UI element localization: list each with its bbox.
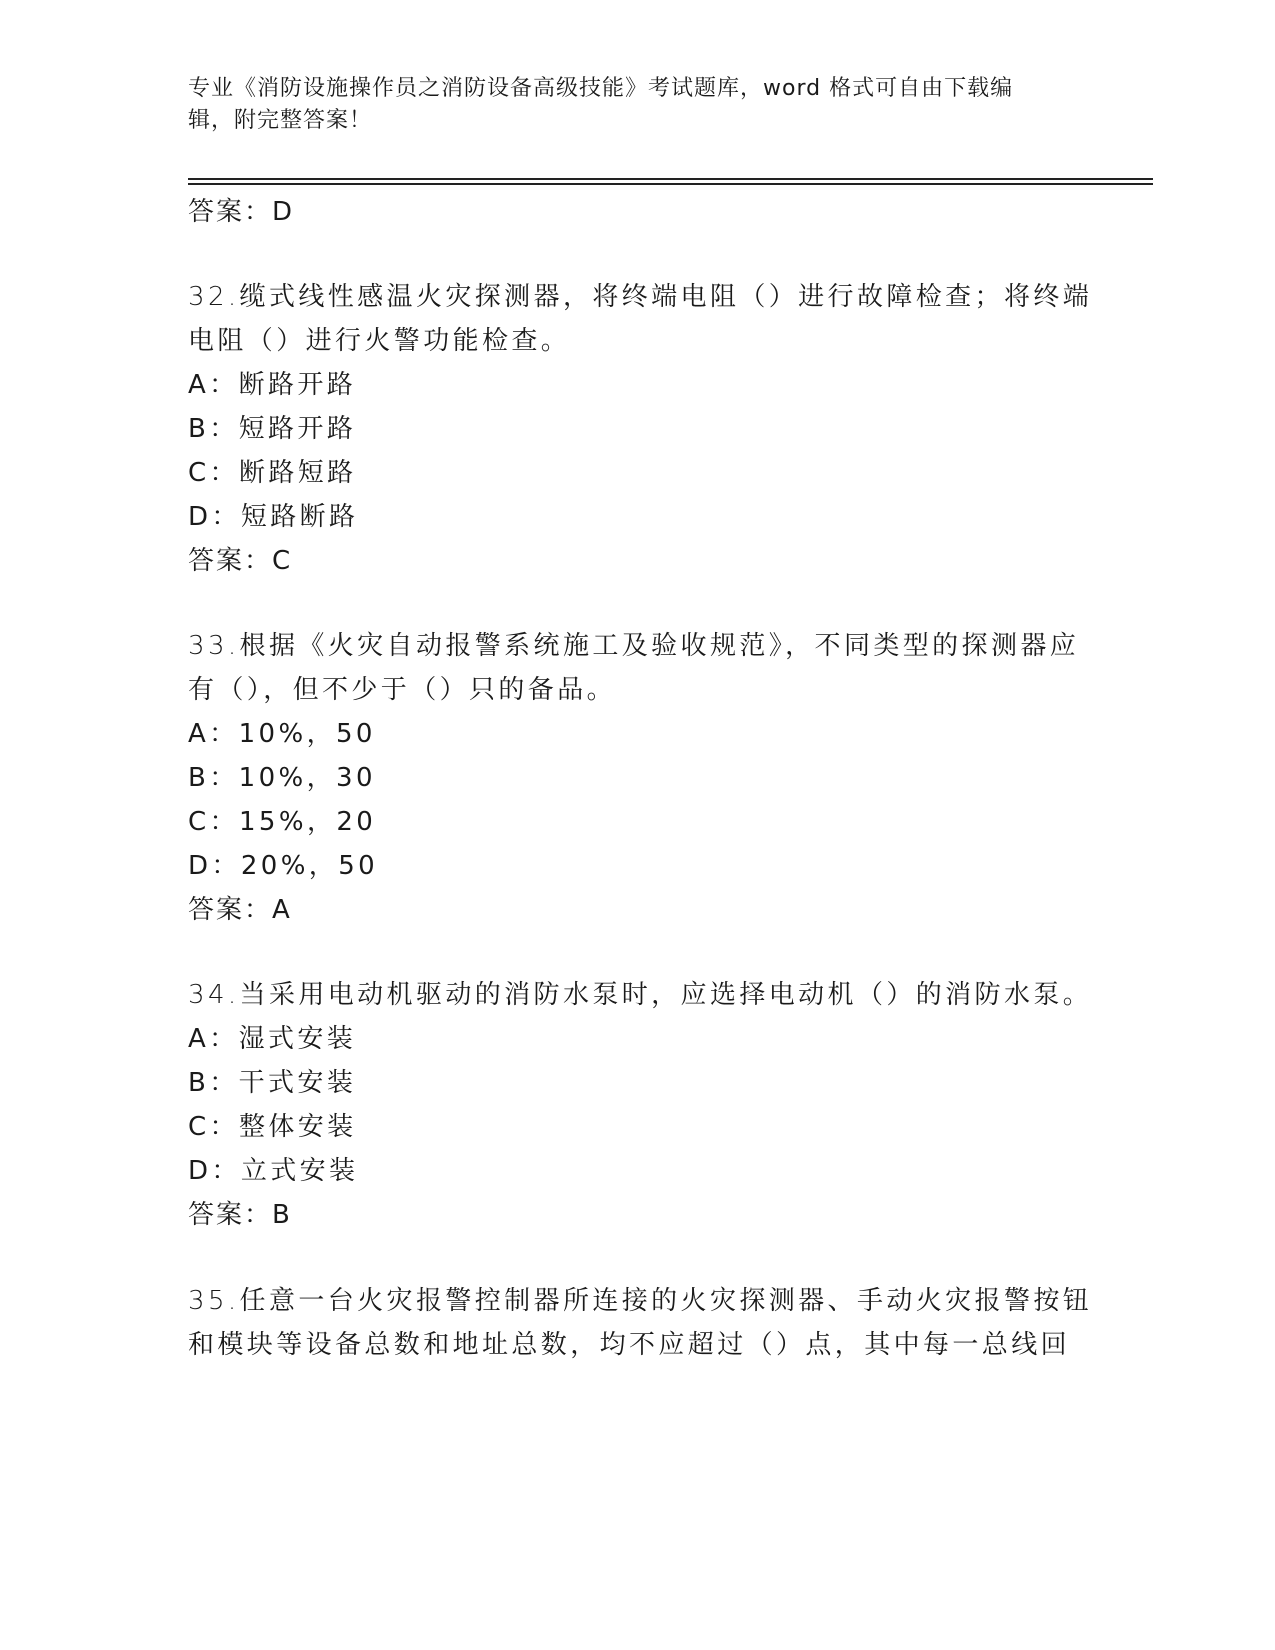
header-rule-bottom (188, 183, 1153, 185)
question-34-option-b: B：干式安装 (188, 1068, 357, 1098)
document-header (188, 73, 1078, 137)
question-32-option-c: C：断路短路 (188, 458, 357, 488)
question-33-option-a: A：10%，50 (188, 719, 376, 749)
answer-34: 答案：B (188, 1200, 292, 1230)
question-32-option-b: B：短路开路 (188, 414, 357, 444)
question-35-line-1: 35.任意一台火灾报警控制器所连接的火灾探测器、手动火灾报警按钮 (188, 1286, 1093, 1316)
question-33-line-1: 33.根据《火灾自动报警系统施工及验收规范》，不同类型的探测器应 (188, 631, 1080, 661)
question-33-option-b: B：10%，30 (188, 763, 376, 793)
answer-32: 答案：C (188, 546, 293, 576)
question-32-option-d: D：短路断路 (188, 502, 359, 532)
question-32-line-2: 电阻（）进行火警功能检查。 (188, 326, 571, 356)
question-34-option-c: C：整体安装 (188, 1112, 357, 1142)
question-33-line-2: 有（），但不少于（）只的备品。 (188, 675, 617, 705)
question-32-option-a: A：断路开路 (188, 370, 357, 400)
header-line-1: 专业《消防设施操作员之消防设备高级技能》考试题库，word 格式可自由下载编 (188, 76, 1014, 101)
question-34-option-d: D：立式安装 (188, 1156, 359, 1186)
question-33-option-c: C：15%，20 (188, 807, 377, 837)
header-rule-top (188, 178, 1153, 180)
header-line-2: 辑，附完整答案！ (188, 108, 373, 133)
question-33-option-d: D：20%，50 (188, 851, 379, 881)
question-35-line-2: 和模块等设备总数和地址总数，均不应超过（）点，其中每一总线回 (188, 1330, 1071, 1360)
question-34-option-a: A：湿式安装 (188, 1024, 357, 1054)
answer-31: 答案：D (188, 197, 295, 227)
question-32-line-1: 32.缆式线性感温火灾探测器，将终端电阻（）进行故障检查；将终端 (188, 282, 1093, 312)
answer-33: 答案：A (188, 895, 292, 925)
question-34-line-1: 34.当采用电动机驱动的消防水泵时，应选择电动机（）的消防水泵。 (188, 980, 1093, 1010)
